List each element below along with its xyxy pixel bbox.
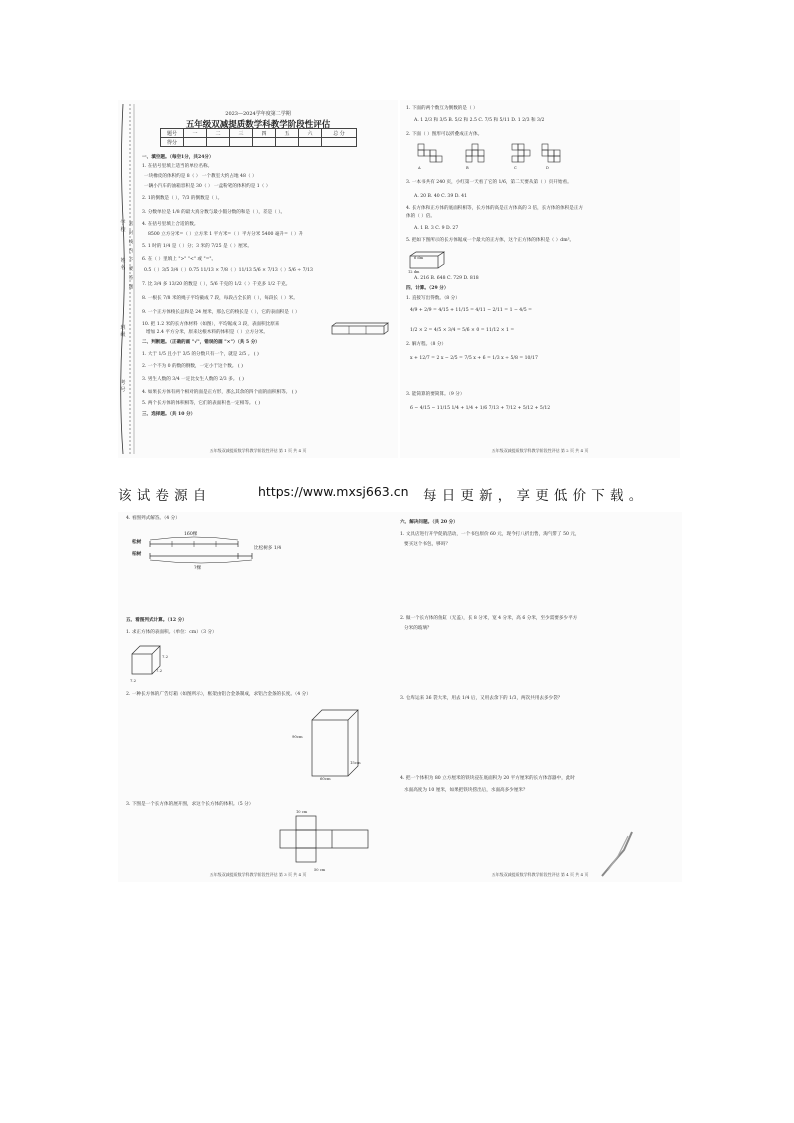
word-q1: 1. 文具店进行开学促销活动，一个书包原价 60 元，现今打八折出售，淘气带了 50 元， <box>400 532 580 537</box>
word-q2: 2. 做一个长方体的鱼缸（无盖），长 8 分米，宽 4 分米，高 6 分米，至少需要多少平方 <box>400 616 578 621</box>
q4-text: 4. 在括号里填上合适的数。 <box>142 222 199 227</box>
exam-page-4 <box>398 512 682 882</box>
word-q4: 4. 把一个体积为 80 立方厘米的铁块浸在底面积为 20 平方厘米的长方体容器中，此时 <box>400 776 575 781</box>
lightbox-depth: 15cm <box>350 760 361 765</box>
calc-q1: 1. 直接写出得数。（8 分） <box>406 296 460 301</box>
choice-q4-options: A. 1 B. 3 C. 9 D. 27 <box>414 226 459 231</box>
judge-2: 2. 一个不为 0 的数的倒数，一定小于这个数。 ( ) <box>142 364 243 369</box>
choice-q4: 4. 长方体和正方体的底面积相等，长方体的高是正方体高的 3 倍，长方体的体积是正方 <box>406 206 584 211</box>
diagram-note: 比松树多 1/4 <box>254 546 282 551</box>
score-table <box>160 128 357 147</box>
diagram-row-cypress: 柏树 <box>132 552 142 557</box>
calc-row-1: 4/9 + 2/9 = 4/15 + 11/15 = 4/11 − 2/11 = 1 − 4/5 = <box>410 308 532 313</box>
q1-line-b: 一辆小汽车的油箱容积是 30（ ） 一盒粉笔的体积约是 1（ ） <box>144 184 271 189</box>
q3-text: 3. 分数单位是 1/8 的最大真分数与最小假分数的和是（ ），差是（ ）。 <box>142 210 286 215</box>
page-footer-4: 五年级双减提质数学科教学阶段性评估 第 4 页 共 4 页 <box>491 872 589 877</box>
calc-q2: 2. 解方程。（8 分） <box>406 342 447 347</box>
diagram-question: 4. 看图列式解答。（4 分） <box>126 516 180 521</box>
diagram-top-label: 160棵 <box>184 532 198 537</box>
choice-q4-cont: 体的（ ）倍。 <box>406 214 436 219</box>
score-head-cell: 二 <box>207 129 230 138</box>
binding-label-school: 学校 <box>120 220 126 233</box>
judge-4: 4. 如果长方体有两个相对的面是正方形，那么其余的四个面的面积相等。 ( ) <box>142 390 297 395</box>
q5-text: 5. 1 时的 1/4 是（ ）分；3 米的 7/25 是（ ）厘米。 <box>142 244 252 249</box>
page-footer-3: 五年级双减提质数学科教学阶段性评估 第 3 页 共 4 页 <box>209 872 307 877</box>
simplify-row: 6 − 4/15 − 11/15 1/4 + 1/4 + 1/6 7/13 + 7/12 + 5/12 + 5/12 <box>410 406 551 411</box>
binding-label-class: 班级 <box>120 325 126 338</box>
binding-margin <box>118 100 138 458</box>
score-cell[interactable] <box>207 138 230 147</box>
score-cell[interactable] <box>299 138 322 147</box>
exam-page-2 <box>400 100 680 458</box>
wood-bar-figure <box>330 322 390 336</box>
section-3-heading: 三、选择题。（共 10 分） <box>142 412 196 417</box>
binding-label-name: 姓名 <box>120 258 126 271</box>
page-footer-1: 五年级双减提质数学科教学阶段性评估 第 1 页 共 4 页 <box>209 448 307 453</box>
section-4-heading: 四、计算。（29 分） <box>406 286 449 291</box>
choice-q5-options: A. 216 B. 648 C. 729 D. 818 <box>414 276 479 281</box>
net-letter-c: C <box>514 166 517 170</box>
q7-text: 7. 比 3/4 多 13/20 的数是（ ），5/6 千克的 1/2（ ）千克多 1/2 千克。 <box>142 282 291 287</box>
diagram-unknown: ?棵 <box>194 566 202 571</box>
q1-line-a: 一块橡皮的体积约是 8（ ） 一个教室大约占地 48（ ） <box>144 174 257 179</box>
cuboid-label-bottom: 12 dm <box>408 270 420 274</box>
cuboid-label-side: 6 dm <box>414 256 424 260</box>
equation-row: x + 12/7 = 2 x − 2/5 = 7/5 x + 6 = 1/3 x ÷ 5/8 = 10/17 <box>410 356 538 361</box>
choice-q3: 3. 一本书共有 240 页，小红第一天看了它的 1/6，第二天要从第（ ）页开始看。 <box>406 180 572 185</box>
section-6-heading: 六、解决问题。（共 20 分） <box>400 520 458 525</box>
exam-title: 五年级双减提质数学科教学阶段性评估 <box>185 120 331 130</box>
net-top-label: 10 cm <box>296 810 308 814</box>
page-footer-2: 五年级双减提质数学科教学阶段性评估 第 2 页 共 4 页 <box>491 448 589 453</box>
q1-text: 1. 在括号里填上适当的单位名称。 <box>142 164 213 169</box>
source-note <box>118 484 688 504</box>
score-head-cell: 题号 <box>161 129 184 138</box>
score-cell[interactable] <box>184 138 207 147</box>
choice-q1: 1. 下面的两个数互为倒数的是（ ） <box>406 106 478 111</box>
source-note-suffix: 每日更新，享更低价下载。 <box>423 488 648 504</box>
score-row-label: 得分 <box>161 138 184 147</box>
q6-compare: 0.5（ ）3/5 3/4（ ）0.75 11/13 × 7/8（ ）11/13 5/6 × 7/13（ ）5/6 ÷ 7/13 <box>144 268 313 273</box>
choice-q3-options: A. 20 B. 40 C. 39 D. 41 <box>414 194 468 199</box>
box-net-figure <box>276 812 376 872</box>
diagram-row-pine: 松树 <box>132 540 142 545</box>
figure-q2: 2. 一种长方体的广告灯箱（如图所示），框架由铝合金条制成，求铝合金条的长度。（4 分） <box>126 692 311 697</box>
figure-q1: 1. 求正方体的表面积。（单位：cm）（3 分） <box>126 630 217 635</box>
choice-q1-options: A. 1 2/3 和 3/5 B. 5/2 和 2.5 C. 7/5 和 5/11 D. 1 2/3 和 3/2 <box>414 118 545 123</box>
source-url-link[interactable]: https://www.mxsj663.cn <box>258 484 409 499</box>
q10-text-cont: 增加 2.4 平方分米，原来这根木料的体积是（ ）立方分米。 <box>146 330 268 335</box>
q9-text: 9. 一个正方体棱长总和是 24 厘米，那么它的棱长是（ ），它的表面积是（ ） <box>142 310 300 315</box>
net-letter-b: B <box>466 166 469 170</box>
lightbox-width: 60cm <box>320 776 331 781</box>
cube-label-height: 7.2 <box>162 654 169 659</box>
word-q1-cont: 要买这个书包，够吗？ <box>404 542 450 547</box>
score-head-cell: 五 <box>276 129 299 138</box>
q6-text: 6. 在（ ）里填上 ">" "<" 或 "="。 <box>142 257 217 262</box>
net-letter-d: D <box>546 166 549 170</box>
net-letter-a: A <box>418 166 421 170</box>
score-cell[interactable] <box>230 138 253 147</box>
judge-3: 3. 男生人数的 3/4 一定比女生人数的 2/3 多。 ( ) <box>142 377 244 382</box>
judge-5: 5. 两个长方体的体积相等，它们的表面积也一定相等。 ( ) <box>142 401 261 406</box>
binding-label-id: 考号 <box>120 380 126 393</box>
exam-page-1 <box>118 100 398 458</box>
section-1-heading: 一、填空题。（每空1分，共24分） <box>142 155 214 160</box>
school-year: 2023—2024学年度第二学期 <box>225 111 291 117</box>
section-5-heading: 五、看图列式计算。（12 分） <box>126 618 187 623</box>
word-q2-cont: 分米的玻璃？ <box>404 626 432 631</box>
score-head-cell: 四 <box>253 129 276 138</box>
score-cell[interactable] <box>253 138 276 147</box>
choice-q5: 5. 把如下图所示的长方体锯成一个最大的正方体，这个正方体的体积是（ ）dm³。 <box>406 238 575 243</box>
calc-row-2: 1/2 × 2 = 4/5 × 3/4 = 5/6 × 0 = 11/12 × 1 = <box>410 328 515 333</box>
score-head-cell: 一 <box>184 129 207 138</box>
section-2-heading: 二、判断题。（正确的画 "√"，错误的画 "×"）（共 5 分） <box>142 340 260 345</box>
q10-text: 10. 把 1.2 米的长方体材料（如图），平均锯成 3 段，表面积比原来 <box>142 322 280 327</box>
choice-q2: 2. 下面（ ）图形可以折叠成正方体。 <box>406 132 483 137</box>
source-note-prefix: 该试卷源自 <box>118 488 212 504</box>
exam-page-3 <box>118 512 398 882</box>
cube-label-width: 7.2 <box>130 678 137 683</box>
segment-diagram <box>148 536 258 566</box>
score-cell[interactable] <box>276 138 299 147</box>
lightbox-height: 90cm <box>292 734 303 739</box>
q4-conversions: 8500 立方分米=（ ）立方米 1 平方米=（ ）平方分米 5400 毫升=（ ）升 <box>148 232 304 237</box>
lightbox-figure <box>308 708 368 788</box>
cube-net-options <box>416 142 566 172</box>
q8-text: 8. 一根长 7/8 米的绳子平均截成 7 段，每段占全长的（ ），每段长（ ）米。 <box>142 296 298 301</box>
q2-text: 2. 1的倒数是（ ），7/3 的倒数是（ ）。 <box>142 196 223 201</box>
judge-1: 1. 大于 1/5 且小于 3/5 的分数只有一个，就是 2/5 。 ( ) <box>142 352 259 357</box>
cube-label-depth: 7.2 <box>156 668 163 673</box>
word-q3: 3. 仓库运来 36 袋大米，用去 1/4 后，又用去余下的 1/3，两次共用去多少袋？ <box>400 696 563 701</box>
figure-q3: 3. 下图是一个长方体的展开图，求这个长方体的体积。（5 分） <box>126 802 254 807</box>
score-head-cell: 三 <box>230 129 253 138</box>
score-cell[interactable] <box>322 138 357 147</box>
score-head-cell: 六 <box>299 129 322 138</box>
score-head-cell: 总 分 <box>322 129 357 138</box>
binding-note: 密封线内不要答题 <box>128 222 134 290</box>
word-q4-cont: 水面高度为 10 厘米，如果把铁块捞出后，水面高多少厘米？ <box>404 788 528 793</box>
net-bottom-label: 50 cm <box>314 868 326 872</box>
calc-q3: 3. 能简算的要简算。（9 分） <box>406 392 465 397</box>
